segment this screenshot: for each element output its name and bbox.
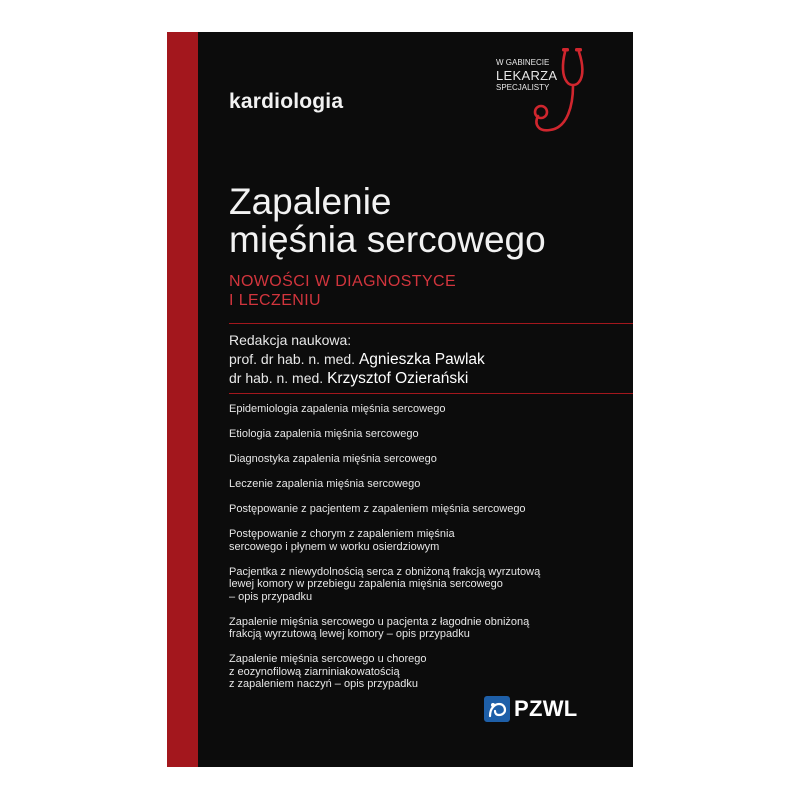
toc-item: Zapalenie mięśnia sercowego u pacjenta z łagodnie obniżoną frakcją wyrzutową lewej komory – opis przypadku — [229, 615, 530, 640]
editor-2-prefix: dr hab. n. med. — [229, 370, 324, 386]
editor-2 — [229, 369, 485, 388]
series-label: kardiologia — [229, 90, 344, 113]
toc-item: Leczenie zapalenia mięśnia sercowego — [229, 478, 421, 490]
divider-top — [229, 323, 633, 324]
book-title — [229, 183, 546, 259]
badge-text-line1: W GABINECIE — [496, 58, 550, 67]
editor-1-name: Agnieszka Pawlak — [358, 351, 485, 368]
toc-item: Etiologia zapalenia mięśnia sercowego — [229, 428, 419, 440]
editors-label: Redakcja naukowa: — [229, 332, 352, 348]
book-subtitle — [229, 272, 456, 310]
badge-text-line3: SPECJALISTY — [496, 83, 550, 92]
toc-item: Zapalenie mięśnia sercowego u chorego z eozynofilową ziarniniakowatością z zapaleniem naczyń – opis przypadku — [229, 653, 427, 690]
badge-text-line2: LEKARZA — [496, 68, 558, 83]
toc-item: Epidemiologia zapalenia mięśnia sercowego — [229, 403, 446, 415]
toc-item: Diagnostyka zapalenia mięśnia sercowego — [229, 453, 437, 465]
subtitle-line-1: NOWOŚCI W DIAGNOSTYCE — [229, 273, 457, 290]
series-badge — [496, 46, 616, 146]
toc-item: Postępowanie z chorym z zapaleniem mięśnia sercowego i płynem w worku osierdziowym — [229, 528, 455, 553]
editors-block — [229, 331, 485, 388]
toc-item: Pacjentka z niewydolnością serca z obniżoną frakcją wyrzutową lewej komory w przebiegu zapalenia mięśnia sercowego – opis przypadku — [229, 565, 541, 603]
editor-2-name: Krzysztof Ozierański — [327, 370, 469, 387]
toc-item: Postępowanie z pacjentem z zapaleniem mięśnia sercowego — [229, 503, 526, 515]
title-line-1: Zapalenie — [229, 181, 392, 222]
title-line-2: mięśnia sercowego — [229, 219, 546, 260]
table-of-contents — [229, 403, 619, 703]
publisher-logo — [484, 694, 578, 724]
divider-bottom — [229, 393, 633, 394]
pzwl-logo-icon — [484, 696, 510, 722]
subtitle-line-2: I LECZENIU — [229, 292, 322, 309]
book-cover — [167, 32, 633, 767]
editor-1 — [229, 350, 485, 369]
publisher-name: PZWL — [514, 696, 578, 721]
red-spine-band — [167, 32, 198, 767]
editor-1-prefix: prof. dr hab. n. med. — [229, 351, 356, 367]
